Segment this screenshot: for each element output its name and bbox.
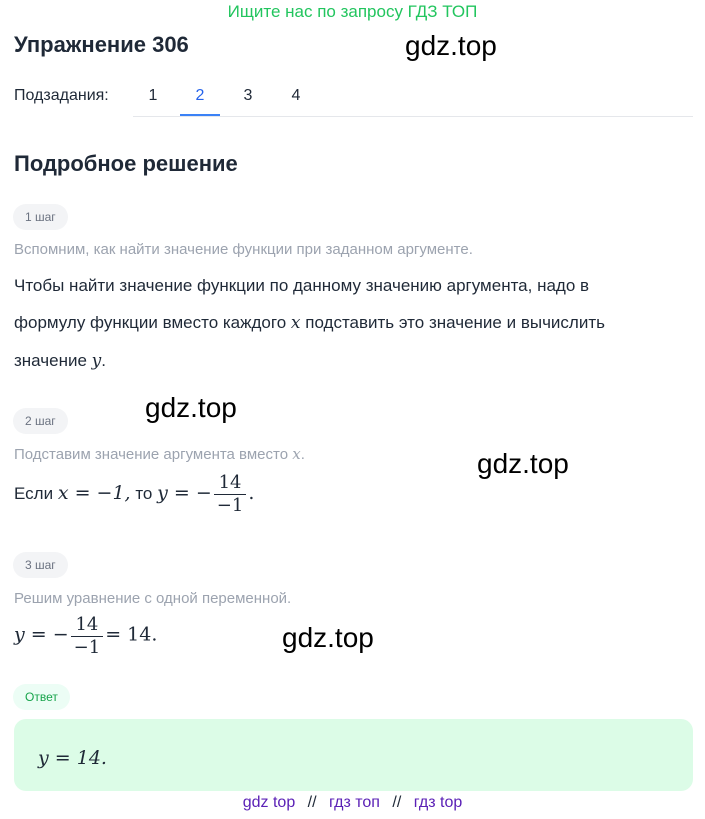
page-title: Упражнение 306 [14, 32, 189, 57]
step-badge: 1 шаг [13, 204, 68, 230]
step-3-hint: Решим уравнение с одной переменной. [14, 590, 292, 607]
step-2-hint: Подставим значение аргумента вместо x. [14, 445, 305, 463]
fraction: $\frac{14}{-1}$ [71, 614, 104, 659]
step-1-badge [13, 204, 68, 230]
var-y: y [91, 351, 102, 371]
answer-badge: Ответ [13, 684, 70, 710]
subtask-tabs [133, 79, 693, 117]
step-badge: 3 шаг [13, 552, 68, 578]
answer-box [14, 719, 693, 791]
answer-value: y = 14. [38, 747, 107, 769]
section-title: Подробное решение [14, 151, 238, 176]
watermark: gdz.top [405, 30, 497, 61]
text-line: формулу функции вместо каждого x подставить это значение и вычислить [14, 313, 605, 333]
tab-3[interactable]: 3 [243, 87, 253, 104]
footer-separator: // [307, 794, 317, 811]
watermark: gdz.top [145, 392, 237, 423]
watermark: gdz.top [282, 622, 374, 653]
step-badge: 2 шаг [13, 408, 68, 434]
step-1-hint: Вспомним, как найти значение функции при заданном аргументе. [14, 241, 473, 258]
watermark: gdz.top [477, 448, 569, 479]
text-line: значение y. [14, 351, 106, 371]
top-banner: Ищите нас по запросу ГДЗ ТОП [227, 2, 478, 21]
subtasks-label: Подзадания: [14, 87, 109, 104]
step-1-text [14, 267, 605, 380]
step-3-equation: y = − $\frac{14}{-1}$ = 14. [14, 614, 158, 658]
footer-link[interactable]: gdz top [242, 794, 296, 811]
var-x: x [290, 313, 301, 333]
tab-4[interactable]: 4 [291, 87, 301, 104]
step-3-badge [13, 552, 68, 578]
var-x: x [292, 445, 301, 463]
condition: x = −1, [57, 481, 131, 504]
step-2-equation: Если x = −1, то y = − $\frac{14}{-1}$ . [14, 472, 255, 516]
footer-link[interactable]: гдз top [413, 794, 463, 811]
step-2-badge [13, 408, 68, 434]
answer-badge-wrap [13, 684, 70, 710]
footer-links [0, 794, 705, 812]
tab-1[interactable]: 1 [148, 87, 158, 104]
fraction: $\frac{14}{-1}$ [214, 472, 247, 517]
footer-separator: // [392, 794, 402, 811]
footer-link[interactable]: гдз топ [329, 794, 380, 811]
text-line: Чтобы найти значение функции по данному значению аргумента, надо в [14, 276, 590, 295]
tab-2[interactable]: 2 [180, 79, 220, 116]
